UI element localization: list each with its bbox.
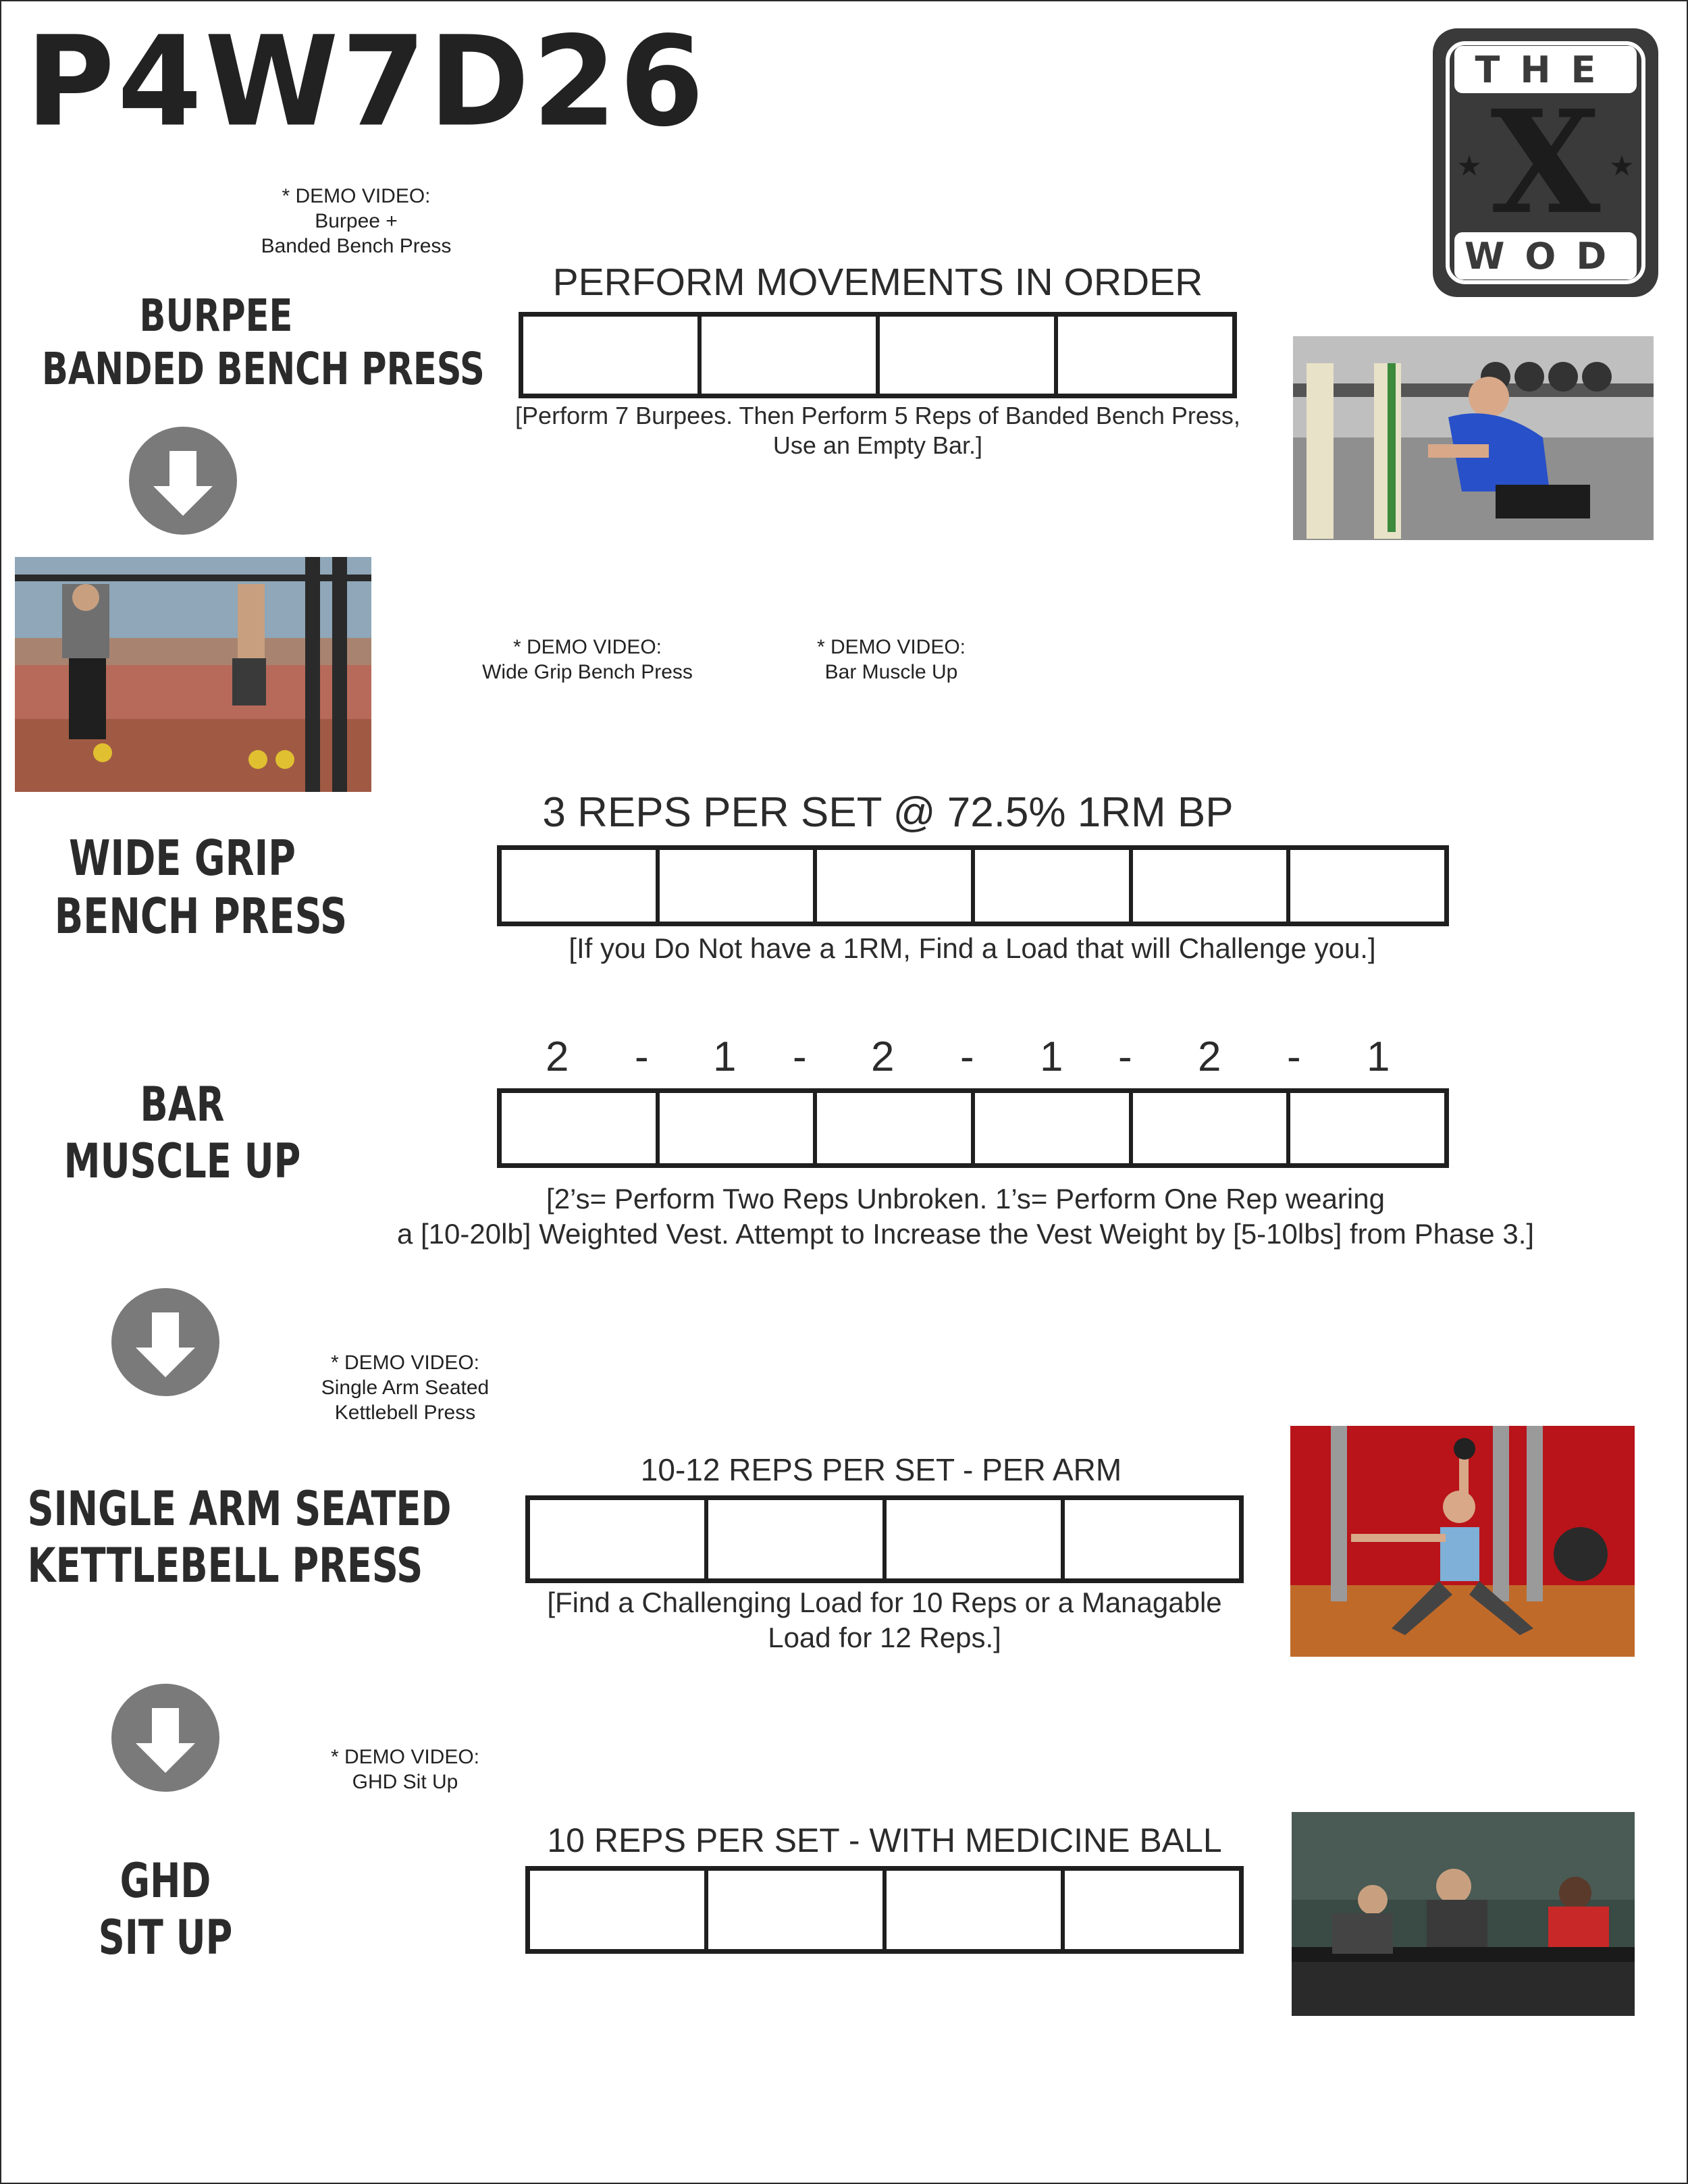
set-box[interactable] — [1065, 1500, 1239, 1578]
arrow-down-icon — [129, 427, 237, 535]
rep-scheme-value: 1 — [1040, 1034, 1063, 1080]
exercise-label-line: BANDED BENCH PRESS — [42, 343, 485, 396]
exercise-label-line: SIT UP — [98, 1910, 233, 1965]
rep-scheme-value: 1 — [1367, 1034, 1390, 1080]
the-x-wod-logo — [1430, 26, 1661, 300]
photo-bar-muscle-up — [15, 557, 371, 792]
set-box[interactable] — [975, 1093, 1133, 1163]
arrow-down-icon — [111, 1288, 219, 1396]
demo-video-muscle-up[interactable] — [790, 635, 993, 685]
section-heading-burpee: PERFORM MOVEMENTS IN ORDER — [552, 261, 1203, 304]
exercise-label-line: KETTLEBELL PRESS — [27, 1538, 423, 1593]
demo-line: * DEMO VIDEO: — [282, 185, 431, 207]
logo-bottom-text: WOD — [1464, 235, 1627, 277]
set-box[interactable] — [1133, 1093, 1291, 1163]
demo-line: * DEMO VIDEO: — [330, 1746, 480, 1768]
note-muscle-up — [311, 1181, 1620, 1252]
exercise-label-kettlebell — [27, 1481, 452, 1594]
exercise-label-line: GHD — [120, 1853, 211, 1909]
set-box[interactable] — [817, 1093, 975, 1163]
demo-line: GHD Sit Up — [352, 1771, 458, 1793]
section-heading-wide-grip: 3 REPS PER SET @ 72.5% 1RM BP — [542, 789, 1234, 836]
set-boxes-wide-grip — [497, 845, 1449, 926]
set-boxes-ghd — [525, 1866, 1244, 1954]
demo-line: Bar Muscle Up — [824, 661, 958, 683]
note-line: [2’s= Perform Two Reps Unbroken. 1’s= Perform One Rep wearing — [546, 1183, 1385, 1215]
photo-ghd-sit-up — [1292, 1812, 1635, 2016]
note-line: [Perform 7 Burpees. Then Perform 5 Reps of Banded Bench Press, — [515, 402, 1240, 429]
demo-line: Wide Grip Bench Press — [482, 661, 693, 683]
set-box[interactable] — [702, 317, 880, 394]
rep-scheme-separator: - — [1287, 1034, 1301, 1080]
demo-video-burpee[interactable] — [230, 184, 483, 259]
note-line: Load for 12 Reps.] — [768, 1622, 1001, 1653]
exercise-label-muscle-up — [60, 1076, 304, 1190]
set-box[interactable] — [708, 1871, 887, 1949]
set-box[interactable] — [887, 1871, 1065, 1949]
set-box[interactable] — [817, 850, 975, 922]
set-box[interactable] — [502, 1093, 660, 1163]
exercise-label-line: MUSCLE UP — [63, 1134, 301, 1189]
demo-line: Single Arm Seated — [321, 1377, 490, 1399]
demo-video-wide-grip[interactable] — [466, 635, 709, 685]
rep-scheme-separator: - — [960, 1034, 974, 1080]
rep-scheme-value: 2 — [546, 1034, 569, 1080]
page-title: P4W7D26 — [26, 9, 707, 155]
section-heading-ghd: 10 REPS PER SET - WITH MEDICINE BALL — [547, 1821, 1222, 1859]
set-box[interactable] — [708, 1500, 887, 1578]
exercise-label-ghd — [70, 1853, 261, 1966]
set-box[interactable] — [530, 1500, 708, 1578]
set-boxes-burpee — [519, 312, 1237, 398]
svg-text:★: ★ — [1609, 149, 1635, 182]
rep-scheme-separator: - — [793, 1034, 807, 1080]
set-box[interactable] — [975, 850, 1133, 922]
demo-line: Banded Bench Press — [261, 235, 452, 257]
demo-line: * DEMO VIDEO: — [330, 1352, 480, 1374]
exercise-label-line: BAR — [140, 1077, 225, 1132]
set-box[interactable] — [1290, 1093, 1444, 1163]
set-boxes-kettlebell — [525, 1495, 1244, 1583]
section-heading-kettlebell: 10-12 REPS PER SET - PER ARM — [640, 1452, 1122, 1487]
demo-line: * DEMO VIDEO: — [512, 636, 662, 658]
set-box[interactable] — [1133, 850, 1291, 922]
demo-line: * DEMO VIDEO: — [816, 636, 966, 658]
set-box[interactable] — [880, 317, 1058, 394]
set-box[interactable] — [660, 850, 818, 922]
rep-scheme-separator: - — [635, 1034, 649, 1080]
exercise-label-line: WIDE GRIP — [68, 830, 296, 886]
set-box[interactable] — [887, 1500, 1065, 1578]
exercise-label-line: SINGLE ARM SEATED — [27, 1481, 452, 1537]
rep-scheme-value: 2 — [1198, 1034, 1221, 1080]
note-line: [Find a Challenging Load for 10 Reps or a Managable — [547, 1587, 1222, 1618]
photo-banded-bench-press — [1293, 336, 1654, 540]
exercise-label-burpee — [42, 289, 485, 396]
demo-video-kettlebell[interactable] — [284, 1350, 527, 1425]
note-line: a [10-20lb] Weighted Vest. Attempt to Increase the Vest Weight by [5-10lbs] from Phase 3.] — [396, 1218, 1535, 1250]
rep-scheme-value: 1 — [713, 1034, 737, 1080]
set-box[interactable] — [523, 317, 702, 394]
svg-text:★: ★ — [1456, 149, 1482, 182]
logo-middle-text: X — [1490, 79, 1601, 246]
set-box[interactable] — [660, 1093, 818, 1163]
set-box[interactable] — [530, 1871, 708, 1949]
note-burpee — [473, 401, 1283, 460]
note-line: Use an Empty Bar.] — [772, 431, 983, 459]
rep-scheme-separator: - — [1118, 1034, 1132, 1080]
set-box[interactable] — [1058, 317, 1232, 394]
note-kettlebell — [473, 1585, 1296, 1655]
exercise-label-line: BURPEE — [139, 290, 293, 342]
note-wide-grip: [If you Do Not have a 1RM, Find a Load that will Challenge you.] — [569, 932, 1376, 964]
logo-top-text: THE — [1475, 49, 1616, 91]
arrow-down-icon — [111, 1684, 219, 1792]
exercise-label-line: BENCH PRESS — [54, 888, 348, 945]
demo-line: Kettlebell Press — [334, 1402, 476, 1424]
demo-video-ghd[interactable] — [304, 1744, 506, 1794]
set-box[interactable] — [502, 850, 660, 922]
photo-kettlebell-press — [1290, 1426, 1635, 1657]
exercise-label-wide-grip — [54, 829, 348, 946]
set-box[interactable] — [1065, 1871, 1239, 1949]
set-box[interactable] — [1290, 850, 1444, 922]
rep-scheme-value: 2 — [871, 1034, 895, 1080]
set-boxes-muscle-up — [497, 1088, 1449, 1168]
demo-line: Burpee + — [315, 210, 398, 232]
